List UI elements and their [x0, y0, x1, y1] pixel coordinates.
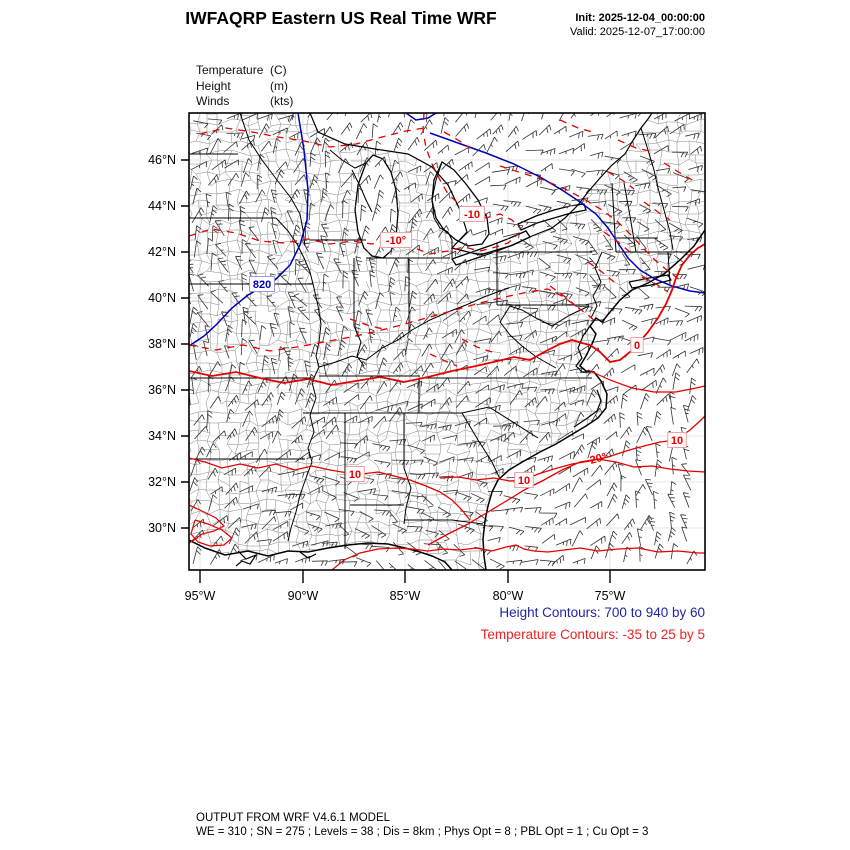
lon-tick-label: 85°W — [389, 589, 421, 603]
lon-tick-label: 90°W — [287, 589, 319, 603]
plot-title: IWFAQRP Eastern US Real Time WRF — [185, 8, 497, 28]
lat-tick-label: 40°N — [148, 291, 176, 305]
svg-text:10: 10 — [517, 475, 531, 487]
valid-label: Valid: — [570, 25, 597, 38]
init-label: Init: — [575, 12, 596, 24]
footer-line1: OUTPUT FROM WRF V4.6.1 MODEL — [196, 812, 391, 824]
lat-tick-label: 38°N — [148, 337, 176, 351]
lat-tick-label: 32°N — [148, 475, 176, 489]
svg-text:820: 820 — [252, 279, 272, 291]
contour-label — [460, 207, 485, 222]
valid-value: 2025-12-07_17:00:00 — [599, 25, 705, 38]
lon-tick-label: 80°W — [492, 589, 524, 603]
contour-label — [631, 338, 643, 353]
lon-tick-label: 95°W — [184, 589, 216, 603]
legend-height-unit: (m) — [270, 78, 288, 93]
svg-text:10: 10 — [670, 435, 684, 447]
lat-tick-label: 44°N — [148, 199, 176, 213]
legend-winds-unit: (kts) — [270, 94, 294, 108]
legend-winds-name: Winds — [196, 94, 230, 108]
lat-tick-label: 42°N — [148, 245, 176, 259]
contour-label — [515, 473, 534, 488]
height-contours-caption: Height Contours: 700 to 940 by 60 — [499, 605, 705, 620]
contour-label — [668, 433, 687, 448]
legend-temperature-name: Temperature — [196, 63, 264, 77]
init-value: 2025-12-04_00:00:00 — [598, 12, 705, 24]
lat-tick-label: 34°N — [148, 429, 176, 443]
svg-text:-10: -10 — [464, 209, 480, 221]
lat-tick-label: 30°N — [148, 521, 176, 535]
svg-text:0: 0 — [633, 340, 641, 352]
contour-label — [250, 277, 275, 292]
legend-temperature-unit: (C) — [270, 63, 287, 77]
footer-line2: WE = 310 ; SN = 275 ; Levels = 38 ; Dis = 8km ; Phys Opt = 8 ; PBL Opt = 1 ; Cu Opt = 3 — [196, 826, 649, 838]
contour-label — [346, 467, 365, 482]
svg-text:10: 10 — [348, 469, 362, 481]
legend-height-name: Height — [196, 78, 231, 93]
svg-text:-10°: -10° — [385, 235, 407, 247]
model-output-footer — [196, 811, 648, 839]
lat-tick-label: 36°N — [148, 383, 176, 397]
temperature-contours-caption: Temperature Contours: -35 to 25 by 5 — [480, 627, 705, 642]
svg-text:20°: 20° — [588, 451, 608, 467]
lon-tick-label: 75°W — [594, 589, 626, 603]
contour-label — [380, 233, 411, 248]
lat-tick-label: 46°N — [148, 153, 176, 167]
